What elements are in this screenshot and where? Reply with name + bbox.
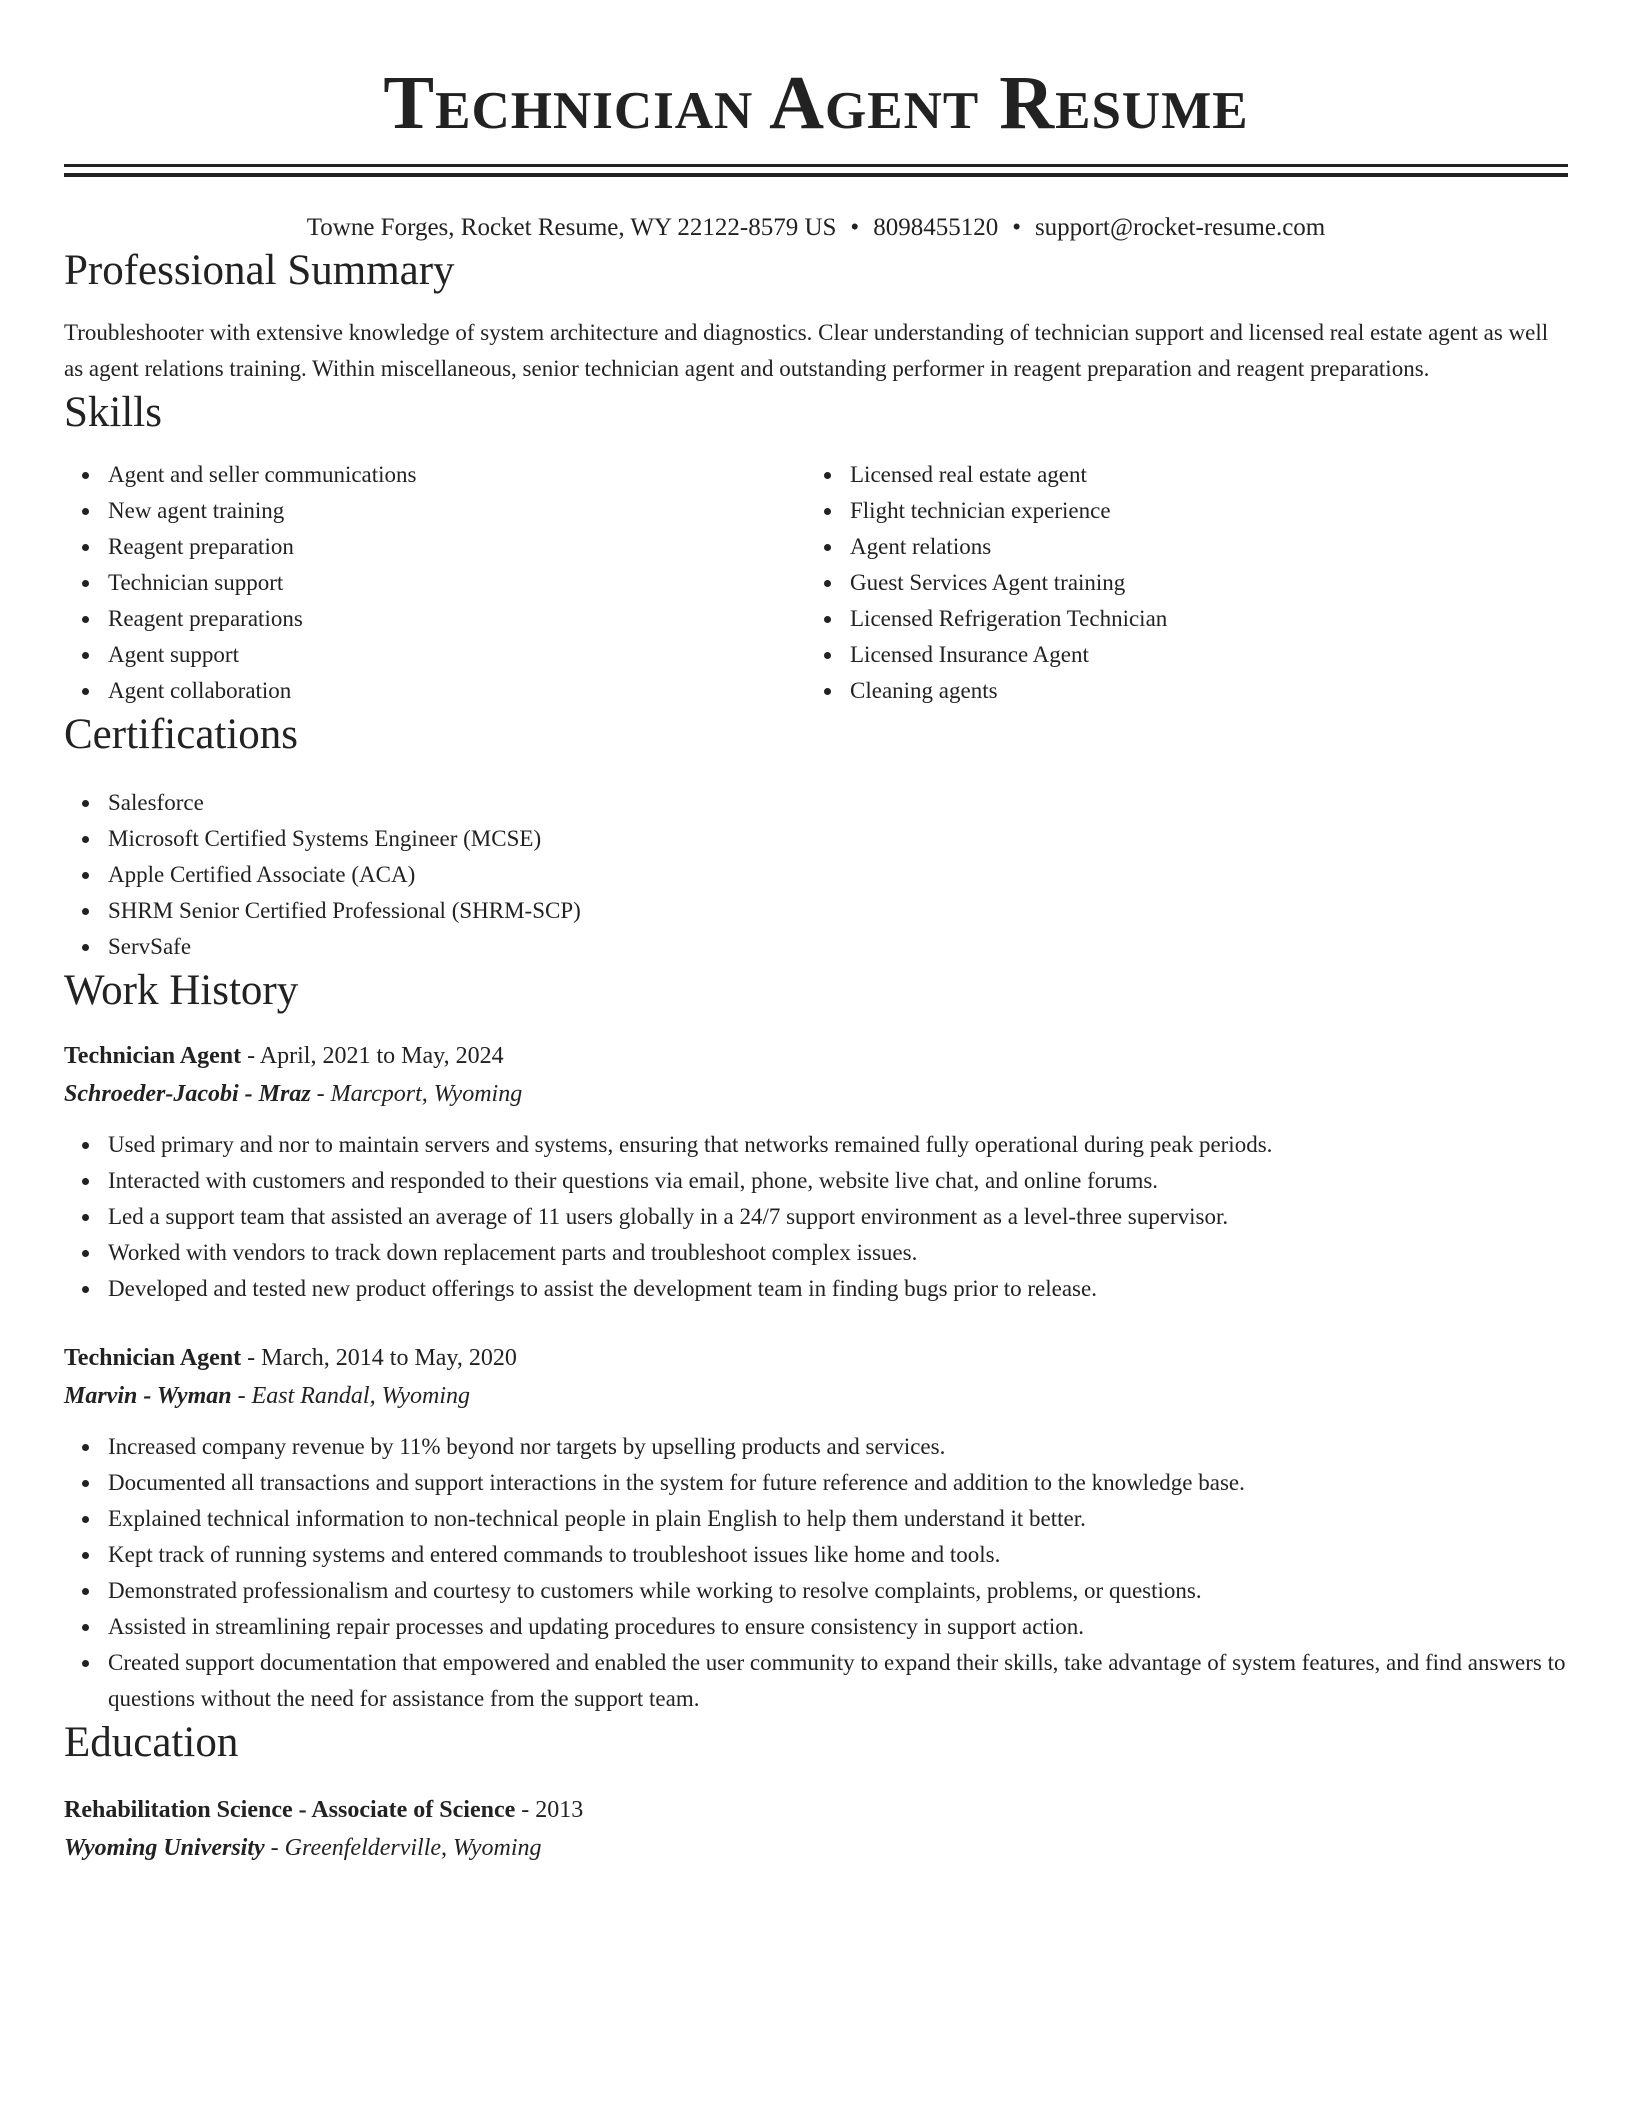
job-company-line <box>64 1377 1568 1415</box>
job-bullet: Led a support team that assisted an average of 11 users globally in a 24/7 support environment as a level-three supervisor. <box>108 1199 1568 1235</box>
skill-item: Agent collaboration <box>108 673 806 709</box>
skills-list-left <box>64 457 806 709</box>
skill-item: Licensed Insurance Agent <box>850 637 1548 673</box>
job-bullet: Explained technical information to non-technical people in plain English to help them understand it better. <box>108 1501 1568 1537</box>
certifications-heading: Certifications <box>64 711 299 758</box>
skill-item: Guest Services Agent training <box>850 565 1548 601</box>
job-title-line <box>64 1339 1568 1377</box>
job-company: Marvin - Wyman <box>64 1383 232 1409</box>
job-dates: - March, 2014 to May, 2020 <box>241 1345 517 1371</box>
job-dates: - April, 2021 to May, 2024 <box>241 1043 504 1069</box>
job-title: Technician Agent <box>64 1043 242 1069</box>
job-location: - East Randal, Wyoming <box>231 1383 471 1409</box>
education-year: - 2013 <box>515 1797 584 1823</box>
skill-item: Reagent preparation <box>108 529 806 565</box>
certification-item: Apple Certified Associate (ACA) <box>108 857 1568 893</box>
job-bullet: Demonstrated professionalism and courtesy to customers while working to resolve complaints, problems, or questions. <box>108 1573 1568 1609</box>
education-degree-line <box>64 1791 1568 1829</box>
title-divider-bottom <box>64 173 1568 177</box>
job-bullet: Assisted in streamlining repair processes and updating procedures to ensure consistency in support action. <box>108 1609 1568 1645</box>
skill-item: Technician support <box>108 565 806 601</box>
skill-item: Reagent preparations <box>108 601 806 637</box>
skills-columns <box>64 457 1568 709</box>
education-heading: Education <box>64 1719 239 1766</box>
skills-column-left <box>64 457 806 709</box>
skill-item: Licensed real estate agent <box>850 457 1548 493</box>
certification-item: SHRM Senior Certified Professional (SHRM-SCP) <box>108 893 1568 929</box>
education-degree: Rehabilitation Science - Associate of Science <box>64 1797 516 1823</box>
job-company-line <box>64 1075 1568 1113</box>
job-company: Schroeder-Jacobi - Mraz <box>64 1081 311 1107</box>
job-bullets <box>64 1127 1568 1307</box>
certification-item: Microsoft Certified Systems Engineer (MCSE) <box>108 821 1568 857</box>
certification-item: Salesforce <box>108 785 1568 821</box>
education-school-line <box>64 1829 1568 1867</box>
skill-item: Agent and seller communications <box>108 457 806 493</box>
job-bullet: Increased company revenue by 11% beyond nor targets by upselling products and services. <box>108 1429 1568 1465</box>
skills-list-right <box>806 457 1548 709</box>
contact-separator: • <box>1012 214 1021 241</box>
skills-column-right <box>806 457 1548 709</box>
job-bullet: Used primary and nor to maintain servers and systems, ensuring that networks remained fully operational during peak periods. <box>108 1127 1568 1163</box>
skills-heading: Skills <box>64 389 162 436</box>
job-bullet: Created support documentation that empowered and enabled the user community to expand their skills, take advantage of system features, and find answers to questions without the need for assistance from the support team. <box>108 1645 1568 1717</box>
job-title: Technician Agent <box>64 1345 242 1371</box>
certification-item: ServSafe <box>108 929 1568 965</box>
skill-item: Cleaning agents <box>850 673 1548 709</box>
summary-text: Troubleshooter with extensive knowledge of system architecture and diagnostics. Clear understanding of technician support and licensed real estate agent as well as agent relations training. Within miscellaneous, senior technician agent and outstanding performer in reagent preparation and reagent preparations. <box>64 320 1549 381</box>
job-location: - Marcport, Wyoming <box>310 1081 523 1107</box>
title-divider-top <box>64 164 1568 167</box>
contact-separator: • <box>850 214 860 241</box>
education-location: - Greenfelderville, Wyoming <box>264 1835 542 1861</box>
education-school: Wyoming University <box>64 1835 265 1861</box>
job-bullet: Interacted with customers and responded to their questions via email, phone, website live chat, and online forums. <box>108 1163 1568 1199</box>
job-bullet: Worked with vendors to track down replacement parts and troubleshoot complex issues. <box>108 1235 1568 1271</box>
job-title-line <box>64 1037 1568 1075</box>
skill-item: Licensed Refrigeration Technician <box>850 601 1548 637</box>
work-history-heading: Work History <box>64 967 299 1014</box>
job-bullets <box>64 1429 1568 1717</box>
contact-phone: 8098455120 <box>873 214 999 241</box>
contact-line <box>64 211 1568 245</box>
certifications-list <box>64 785 1568 965</box>
job-bullet: Developed and tested new product offerings to assist the development team in finding bugs prior to release. <box>108 1271 1568 1307</box>
skill-item: New agent training <box>108 493 806 529</box>
job-bullet: Kept track of running systems and entered commands to troubleshoot issues like home and tools. <box>108 1537 1568 1573</box>
contact-address: Towne Forges, Rocket Resume, WY 22122-8579 US <box>306 214 837 241</box>
contact-email: support@rocket-resume.com <box>1034 214 1326 241</box>
skill-item: Agent relations <box>850 529 1548 565</box>
skill-item: Agent support <box>108 637 806 673</box>
job-bullet: Documented all transactions and support interactions in the system for future reference and addition to the knowledge base. <box>108 1465 1568 1501</box>
summary-heading: Professional Summary <box>64 247 455 294</box>
skill-item: Flight technician experience <box>850 493 1548 529</box>
resume-title: Technician Agent Resume <box>383 61 1249 145</box>
